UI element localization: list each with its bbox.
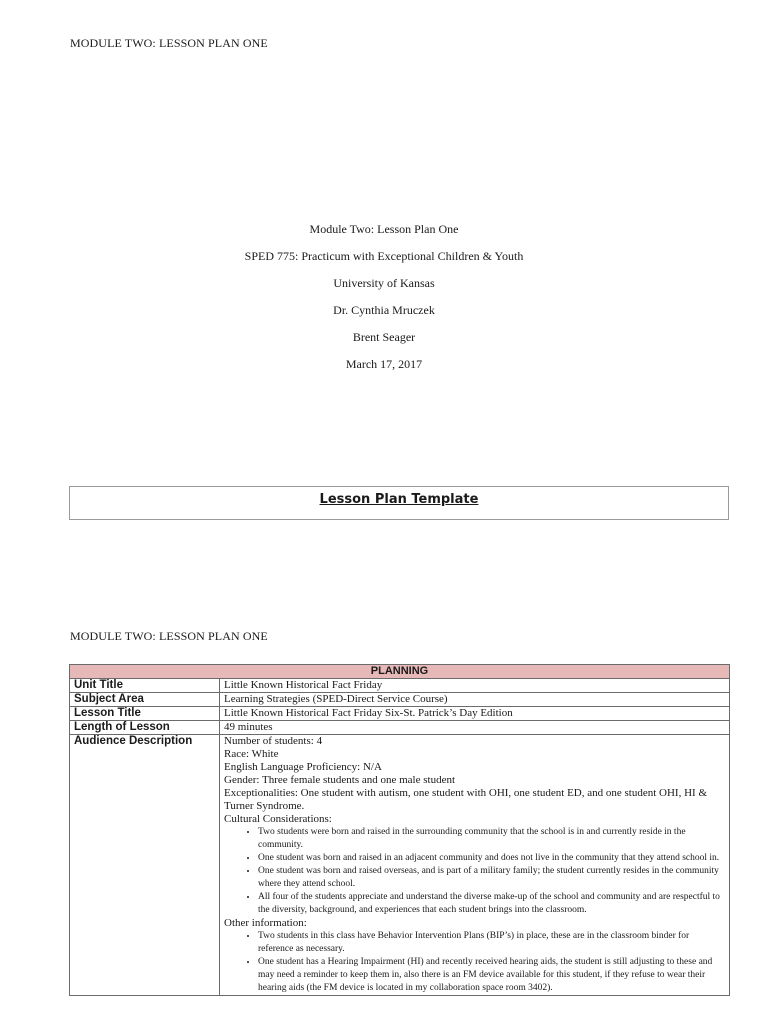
cultural-list [224,826,725,917]
subject-area-label: Subject Area [70,693,220,707]
table-row [70,721,730,735]
instructor-name: Dr. Cynthia Mruczek [333,303,435,317]
course-name: SPED 775: Practicum with Exceptional Children & Youth [244,249,524,263]
table-row [70,693,730,707]
race-text: Race: White [224,748,279,760]
table-row [70,665,730,679]
elp-text: English Language Proficiency: N/A [224,761,382,773]
table-row [70,707,730,721]
length-value: 49 minutes [220,721,730,735]
subject-area-value: Learning Strategies (SPED-Direct Service Course) [220,693,730,707]
table-row [70,735,730,996]
planning-heading: PLANNING [70,665,730,679]
length-label: Length of Lesson [70,721,220,735]
document-title: Module Two: Lesson Plan One [309,222,459,236]
other-list [224,930,725,995]
running-header-top: MODULE TWO: LESSON PLAN ONE [70,36,268,50]
list-item: • One student was born and raised in an adjacent community and does not live in the community that they attend school in. [258,852,725,865]
table-row [70,679,730,693]
title-page-block [0,216,768,378]
audience-description [220,735,730,996]
unit-title-value: Little Known Historical Fact Friday [220,679,730,693]
lesson-title-label: Lesson Title [70,707,220,721]
exceptionalities-text: Exceptionalities: One student with autism, one student with OHI, one student ED, and one student OHI, HI & Turner Syndrome. [224,787,708,812]
students-count: Number of students: 4 [224,735,323,747]
document-date: March 17, 2017 [345,357,423,371]
university-name: University of Kansas [333,276,435,290]
list-item: • One student was born and raised overseas, and is part of a military family; the student currently resides in the community where they attend school. [258,865,725,891]
audience-label: Audience Description [70,735,220,996]
template-heading: Lesson Plan Template [319,492,479,507]
gender-text: Gender: Three female students and one male student [224,774,456,786]
lesson-title-value: Little Known Historical Fact Friday Six-St. Patrick’s Day Edition [220,707,730,721]
other-heading: Other information: [224,917,307,929]
template-heading-box [69,486,729,520]
planning-table [69,664,730,996]
author-name: Brent Seager [352,330,416,344]
list-item: • All four of the students appreciate and understand the diverse make-up of the school and community and are respectful to the diversity, background, and experiences that each student brings into the classroom. [258,891,725,917]
list-item: • One student has a Hearing Impairment (HI) and recently received hearing aids, the student is still adjusting to these and may need a reminder to keep them in, also there is an FM device available for this student, if they refuse to wear their hearing aids (the FM device is located in my collaboration space room 3402). [258,956,725,995]
unit-title-label: Unit Title [70,679,220,693]
running-header-second: MODULE TWO: LESSON PLAN ONE [70,629,268,643]
cultural-heading: Cultural Considerations: [224,813,332,825]
list-item: • Two students in this class have Behavior Intervention Plans (BIP’s) in place, these are in the classroom binder for reference as necessary. [258,930,725,956]
list-item: • Two students were born and raised in the surrounding community that the school is in and currently reside in the community. [258,826,725,852]
